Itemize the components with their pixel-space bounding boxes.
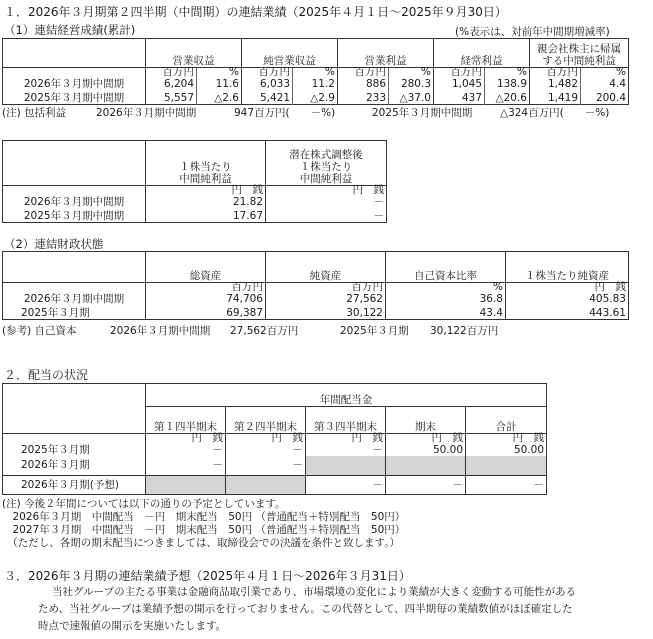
- table-row: [3, 292, 629, 305]
- cell-value: 30,122: [266, 305, 386, 319]
- cell-value: 43.4: [386, 305, 506, 319]
- unit-yen-sen: 円 銭: [306, 434, 386, 444]
- cell-value: 1,045: [434, 77, 485, 90]
- col-net-income-line1: 親会社株主に帰属: [537, 43, 621, 55]
- table-row: [3, 208, 387, 222]
- col-diluted-eps: [266, 141, 387, 186]
- unit-row: [3, 68, 629, 78]
- section3-title: ３．2026年３月期の連結業績予想（2025年４月１日～2026年３月31日）: [4, 569, 411, 583]
- table-row: [3, 443, 547, 456]
- cell-value: 280.3: [389, 77, 434, 90]
- row-label: 2025年３月期中間期: [23, 91, 125, 104]
- cell-value: 138.9: [485, 77, 530, 90]
- unit-yen-sen: 円 銭: [386, 434, 466, 444]
- col-diluted-eps-line1: 潜在株式調整後: [289, 149, 363, 161]
- col-diluted-eps-line2: １株当たり: [299, 161, 353, 173]
- cell-value: 4.4: [581, 77, 629, 90]
- unit-amount: 百万円: [530, 68, 581, 78]
- paragraph-line: 当社グループの主たる事業は金融商品取引業であり、市場環境の変化により業績が大きく変動する可能性がある: [52, 586, 577, 598]
- col-net-operating-revenue: 純営業収益: [242, 39, 338, 68]
- col-eps-line1: １株当たり: [179, 161, 232, 173]
- shaded-cell: [466, 456, 547, 475]
- unit: 円 銭: [506, 283, 629, 293]
- cell-value: △37.0: [389, 90, 434, 104]
- cell-value: 36.8: [386, 292, 506, 305]
- cell-value: －: [266, 208, 387, 222]
- col-diluted-eps-line3: 中間純利益: [299, 173, 353, 185]
- financial-position-heading: （2）連結財政状態: [4, 237, 104, 251]
- shaded-cell: [146, 475, 226, 494]
- dividend-note-line: 2027年３月期 中間配当 －円 期末配当 50円 （普通配当＋特別配当 50円）: [2, 524, 406, 536]
- unit: 百万円: [266, 283, 386, 293]
- operating-results-table: [2, 38, 629, 105]
- unit-yen-sen: 円 銭: [266, 186, 387, 196]
- cell-value: 233: [338, 90, 389, 104]
- unit-amount: 百万円: [434, 68, 485, 78]
- table-row: [3, 195, 387, 208]
- unit-amount: 百万円: [242, 68, 293, 78]
- col-q3-end: 第３四半期末: [306, 407, 386, 434]
- col-net-income-parent: [530, 39, 629, 68]
- header-blank: [3, 39, 146, 68]
- unit-row: [3, 434, 547, 444]
- comprehensive-income-value1: 947百万円( －%): [234, 107, 336, 119]
- cell-value: 6,033: [242, 77, 293, 90]
- operating-results-heading: （1）連結経営成績(累計): [4, 23, 136, 37]
- unit-amount: 百万円: [338, 68, 389, 78]
- col-eps: [146, 141, 266, 186]
- cell-value: 5,557: [146, 90, 197, 104]
- cell-value: 69,387: [146, 305, 266, 319]
- shaded-cell: [306, 456, 386, 475]
- unit-pct: %: [485, 68, 530, 78]
- cell-value: 1,419: [530, 90, 581, 104]
- unit-pct: %: [293, 68, 338, 78]
- header-row: [3, 252, 629, 283]
- unit-pct: %: [389, 68, 434, 78]
- cell-value: －: [306, 475, 386, 494]
- cell-value: －: [146, 443, 226, 456]
- table-row: [3, 90, 629, 104]
- cell-value: 437: [434, 90, 485, 104]
- section2-title: ２．配当の状況: [4, 368, 89, 382]
- col-eps-line2: 中間純利益: [179, 173, 232, 185]
- col-net-assets: 純資産: [266, 252, 386, 283]
- cell-value: 21.82: [146, 195, 266, 208]
- row-label: 2026年３月期中間期: [23, 293, 125, 305]
- cell-value: 17.67: [146, 208, 266, 222]
- shaded-cell: [386, 456, 466, 475]
- header-row: [3, 141, 387, 186]
- cell-value: 27,562: [266, 292, 386, 305]
- row-label: 2025年３月期中間期: [23, 209, 125, 222]
- unit-pct: %: [197, 68, 242, 78]
- row-label: 2026年３月期中間期: [23, 78, 125, 90]
- section1-title: １．2026年３月期第２四半期（中間期）の連結業績（2025年４月１日～2025年９月30日）: [4, 5, 507, 19]
- eps-table: [2, 140, 387, 223]
- cell-value: 443.61: [506, 305, 629, 319]
- paragraph-line: ため、当社グループは業績予想の開示を行っておりません。この代替として、四半期毎の業績数値がほぼ確定した: [38, 603, 573, 615]
- col-q2-end: 第２四半期末: [226, 407, 306, 434]
- comprehensive-income-prefix: (注) 包括利益: [2, 107, 67, 119]
- shaded-cell: [226, 475, 306, 494]
- comprehensive-income-period1: 2026年３月期中間期: [96, 107, 197, 119]
- row-label: 2026年３月期(予想): [3, 475, 146, 494]
- table-row: [3, 456, 547, 475]
- comprehensive-income-value2: △324百万円( －%): [500, 107, 610, 119]
- cell-value: △20.6: [485, 90, 530, 104]
- header-row: [3, 39, 629, 68]
- group-header-row: [3, 384, 547, 407]
- unit: %: [386, 283, 506, 293]
- unit-amount: 百万円: [146, 68, 197, 78]
- cell-value: 6,204: [146, 77, 197, 90]
- unit-row: [3, 283, 629, 293]
- col-total-assets: 総資産: [146, 252, 266, 283]
- col-bps: １株当たり純資産: [506, 252, 629, 283]
- cell-value: 11.2: [293, 77, 338, 90]
- cell-value: －: [226, 443, 306, 456]
- dividend-note-line: （ただし、各期の期末配当につきましては、取締役会での決議を条件と致します。）: [2, 537, 400, 549]
- col-operating-income: 営業利益: [338, 39, 434, 68]
- unit-yen-sen: 円 銭: [146, 434, 226, 444]
- unit-yen-sen: 円 銭: [146, 186, 266, 196]
- cell-value: 11.6: [197, 77, 242, 90]
- cell-value: 50.00: [386, 443, 466, 456]
- unit-row: [3, 186, 387, 196]
- col-fiscal-end: 期末: [386, 407, 466, 434]
- cell-value: －: [386, 475, 466, 494]
- table-row-forecast: [3, 475, 547, 494]
- reference-period1: 2026年３月期中間期: [110, 325, 211, 337]
- unit-yen-sen: 円 銭: [226, 434, 306, 444]
- cell-value: －: [146, 456, 226, 475]
- table-row: [3, 77, 629, 90]
- financial-position-table: [2, 251, 629, 320]
- reference-period2: 2025年３月期: [340, 325, 409, 337]
- col-operating-revenue: 営業収益: [146, 39, 242, 68]
- dividend-note-line: 2026年３月期 中間配当 －円 期末配当 50円 （普通配当＋特別配当 50円）: [2, 511, 406, 523]
- cell-value: －: [226, 456, 306, 475]
- cell-value: △2.6: [197, 90, 242, 104]
- unit-pct: %: [581, 68, 629, 78]
- forecast-paragraph: [38, 584, 576, 635]
- table-row: [3, 305, 629, 319]
- col-ordinary-income: 経常利益: [434, 39, 530, 68]
- unit: 百万円: [146, 283, 266, 293]
- cell-value: 5,421: [242, 90, 293, 104]
- cell-value: －: [306, 443, 386, 456]
- cell-value: 200.4: [581, 90, 629, 104]
- cell-value: 1,482: [530, 77, 581, 90]
- cell-value: △2.9: [293, 90, 338, 104]
- reference-value1: 27,562百万円: [230, 325, 299, 337]
- col-net-income-line2: する中間純利益: [542, 55, 616, 67]
- cell-value: 405.83: [506, 292, 629, 305]
- cell-value: －: [466, 475, 547, 494]
- row-label: 2026年３月期: [21, 459, 90, 472]
- col-equity-ratio: 自己資本比率: [386, 252, 506, 283]
- dividend-notes: [2, 498, 405, 550]
- percent-note: (%表示は、対前年中間期増減率): [455, 26, 610, 38]
- cell-value: 50.00: [466, 443, 547, 456]
- comprehensive-income-period2: 2025年３月期中間期: [372, 107, 473, 119]
- row-label: 2026年３月期中間期: [23, 196, 125, 208]
- col-total: 合計: [466, 407, 547, 434]
- paragraph-line: 時点で速報値の開示を実施いたします。: [38, 620, 227, 632]
- unit-yen-sen: 円 銭: [466, 434, 547, 444]
- col-group-annual-dividend: 年間配当金: [146, 384, 547, 407]
- reference-prefix: (参考) 自己資本: [2, 325, 77, 337]
- row-label: 2025年３月期: [21, 444, 90, 456]
- row-label: 2025年３月期: [21, 306, 90, 319]
- dividend-note-line: (注) 今後２年間については以下の通りの予定としています。: [2, 498, 286, 510]
- cell-value: 74,706: [146, 292, 266, 305]
- dividend-table: [2, 383, 547, 495]
- cell-value: －: [266, 195, 387, 208]
- col-q1-end: 第１四半期末: [146, 407, 226, 434]
- cell-value: 886: [338, 77, 389, 90]
- reference-value2: 30,122百万円: [430, 325, 499, 337]
